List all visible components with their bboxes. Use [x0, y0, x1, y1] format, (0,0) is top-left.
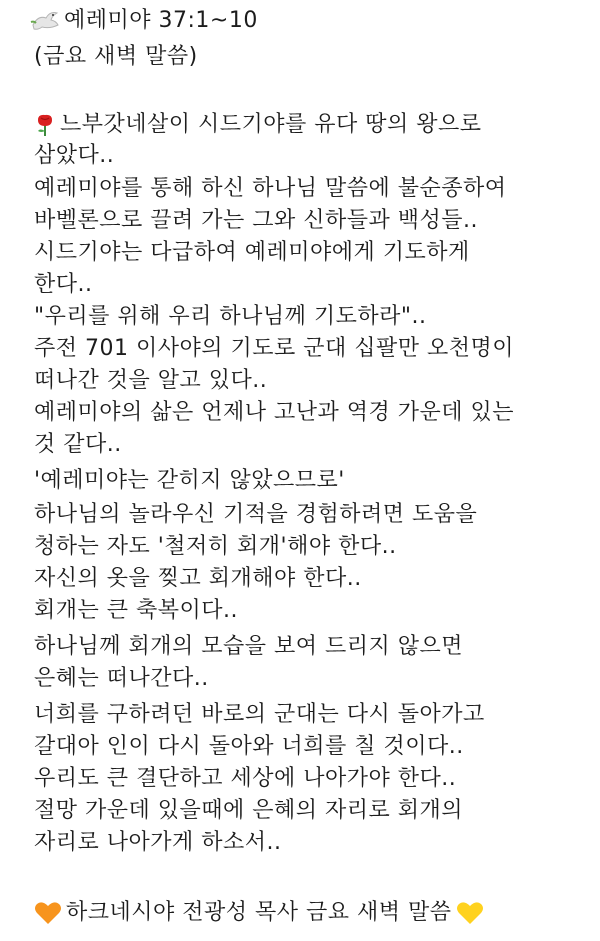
- body-line: 우리도 큰 결단하고 세상에 나아가야 한다..: [34, 766, 457, 791]
- body-line: 한다..: [34, 272, 93, 297]
- body-line: 떠나간 것을 알고 있다..: [34, 368, 268, 393]
- body-line: 절망 가운데 있을때에 은혜의 자리로 회개의: [34, 798, 464, 823]
- orange-heart-shape: [35, 902, 61, 924]
- yellow-heart-icon: [456, 900, 484, 926]
- footer-signature: [34, 898, 488, 928]
- body-line: 너희를 구하려던 바로의 군대는 다시 돌아가고: [34, 702, 485, 727]
- dove-icon: [30, 9, 60, 33]
- body-line-text: 느부갓네살이 시드기야를 유다 땅의 왕으로: [60, 112, 482, 137]
- body-line: 예레미야를 통해 하신 하나님 말씀에 불순종하여: [34, 176, 507, 201]
- body-line: 자리로 나아가게 하소서..: [34, 830, 282, 855]
- body-line: 것 같다..: [34, 432, 122, 457]
- body-line: 회개는 큰 축복이다..: [34, 598, 238, 623]
- body-line: 시드기야는 다급하여 예레미야에게 기도하게: [34, 240, 470, 265]
- body-line: 자신의 옷을 찢고 회개해야 한다..: [34, 566, 362, 591]
- body-line: 갈대아 인이 다시 돌아와 너희를 칠 것이다..: [34, 734, 464, 759]
- header-title: [30, 6, 258, 36]
- body-line: 하나님의 놀라우신 기적을 경험하려면 도움을: [34, 502, 478, 527]
- body-line: [34, 110, 482, 140]
- body-line: 하나님께 회개의 모습을 보여 드리지 않으면: [34, 634, 464, 659]
- body-line: "우리를 위해 우리 하나님께 기도하라"..: [34, 304, 427, 329]
- body-line: 예레미야의 삶은 언제나 고난과 역경 가운데 있는: [34, 400, 515, 425]
- body-line: 청하는 자도 '철저히 회개'해야 한다..: [34, 534, 397, 559]
- body-line: 바벨론으로 끌려 가는 그와 신하들과 백성들..: [34, 208, 478, 233]
- orange-heart-icon: [34, 900, 62, 926]
- yellow-heart-shape: [457, 902, 483, 924]
- rose-icon: [34, 113, 56, 137]
- body-line: 주전 701 이사야의 기도로 군대 십팔만 오천명이: [34, 336, 514, 361]
- header-title-text: 예레미야 37:1~10: [64, 8, 258, 33]
- body-line: '예레미야는 갇히지 않았으므로': [34, 468, 345, 493]
- body-line: 은혜는 떠나간다..: [34, 666, 209, 691]
- footer-text: 하크네시야 전광성 목사 금요 새벽 말씀: [66, 900, 452, 925]
- body-line: 삼았다..: [34, 143, 115, 168]
- header-subtitle: (금요 새벽 말씀): [34, 44, 198, 69]
